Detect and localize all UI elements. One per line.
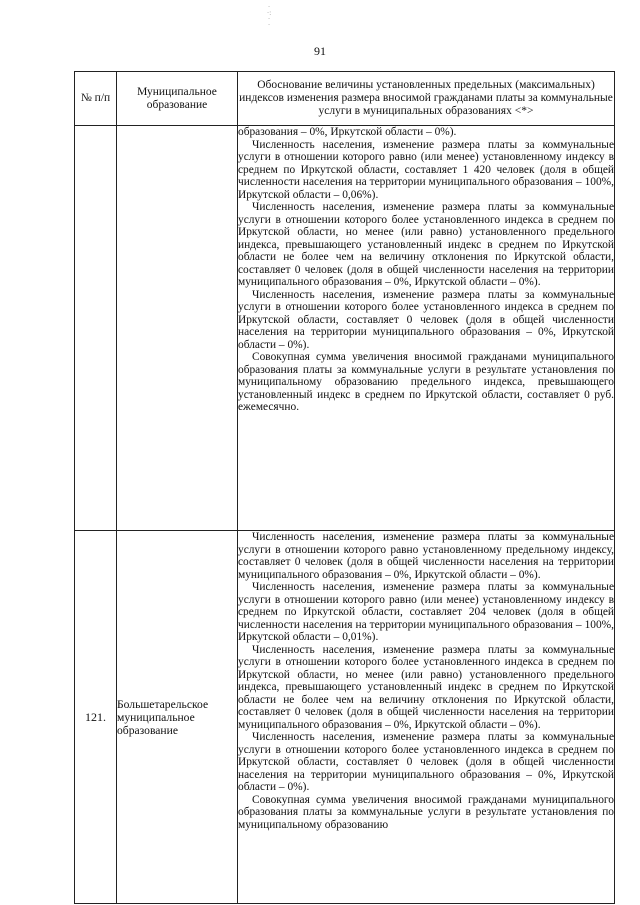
- table-header-row: [75, 72, 615, 126]
- municipality-name: [117, 126, 238, 531]
- table-row: [75, 126, 615, 531]
- municipality-name: Большетарельское муниципальное образование: [117, 531, 238, 904]
- paragraph: Численность населения, изменение размера платы за коммунальные услуги в отношении которого равно (или менее) установленному индексу в среднем по Иркутской области, составляет 204 человек (доля в общей численности населения на территории муниципального образования – 100%, Иркутской области – 0,01%).: [238, 581, 614, 643]
- paragraph: Совокупная сумма увеличения вносимой гражданами муниципального образования платы за коммунальные услуги в результате установления по муниципальному образованию предельного индекса, превышающего установленный индекс в среднем по Иркутской области, составляет 0 руб. ежемесячно.: [238, 351, 614, 413]
- page-number: 91: [314, 44, 326, 58]
- paragraph: Численность населения, изменение размера платы за коммунальные услуги в отношении которого более установленного индекса в среднем по Иркутской области, но менее (или равно) установленного предельного индекса, превышающего установленный индекс в среднем по Иркутской области не более чем на величину отклонения по Иркутской области, составляет 0 человек (доля в общей численности населения на территории муниципального образования – 0%, Иркутской области – 0%).: [238, 643, 614, 731]
- paragraph: Численность населения, изменение размера платы за коммунальные услуги в отношении которого равно установленному предельному индексу, составляет 0 человек (доля в общей численности населения на территории муниципального образования – 0%, Иркутской области – 0%).: [238, 531, 614, 581]
- paragraph: образования – 0%, Иркутской области – 0%).: [238, 126, 457, 138]
- row-number: [75, 126, 117, 531]
- header-municipality: Муниципальное образование: [117, 72, 238, 126]
- paragraph: Численность населения, изменение размера платы за коммунальные услуги в отношении которого более установленного индекса в среднем по Иркутской области, но менее (или равно) установленного предельного индекса, превышающего установленный индекс в среднем по Иркутской области не более чем на величину отклонения по Иркутской области, составляет 0 человек (доля в общей численности населения на территории муниципального образования – 0%, Иркутской области – 0%).: [238, 201, 614, 288]
- paragraph: Численность населения, изменение размера платы за коммунальные услуги в отношении которого более установленного индекса в среднем по Иркутской области, составляет 0 человек (доля в общей численности населения на территории муниципального образования – 0%, Иркутской области – 0%).: [238, 731, 614, 793]
- scan-artifact: · ·: · ·: [266, 3, 272, 29]
- justification-text: [238, 126, 615, 531]
- table-row: [75, 531, 615, 904]
- justification-table: [74, 71, 615, 904]
- paragraph: Численность населения, изменение размера платы за коммунальные услуги в отношении которого равно (или менее) установленному индексу в среднем по Иркутской области, составляет 1 420 человек (доля в общей численности населения на территории муниципального образования – 100%, Иркутской области – 0,06%).: [238, 138, 614, 201]
- paragraph: Совокупная сумма увеличения вносимой гражданами муниципального образования платы за коммунальные услуги в результате установления по муниципальному образованию: [238, 793, 614, 831]
- row-number: 121.: [75, 531, 117, 904]
- paragraph: Численность населения, изменение размера платы за коммунальные услуги в отношении которого более установленного индекса в среднем по Иркутской области, составляет 0 человек (доля в общей численности населения на территории муниципального образования – 0%, Иркутской области – 0%).: [238, 288, 614, 351]
- justification-text: [238, 531, 615, 904]
- header-number: № п/п: [75, 72, 117, 126]
- header-justification: Обоснование величины установленных предельных (максимальных) индексов изменения размера вносимой гражданами платы за коммунальные услуги в муниципальных образованиях <*>: [238, 72, 615, 126]
